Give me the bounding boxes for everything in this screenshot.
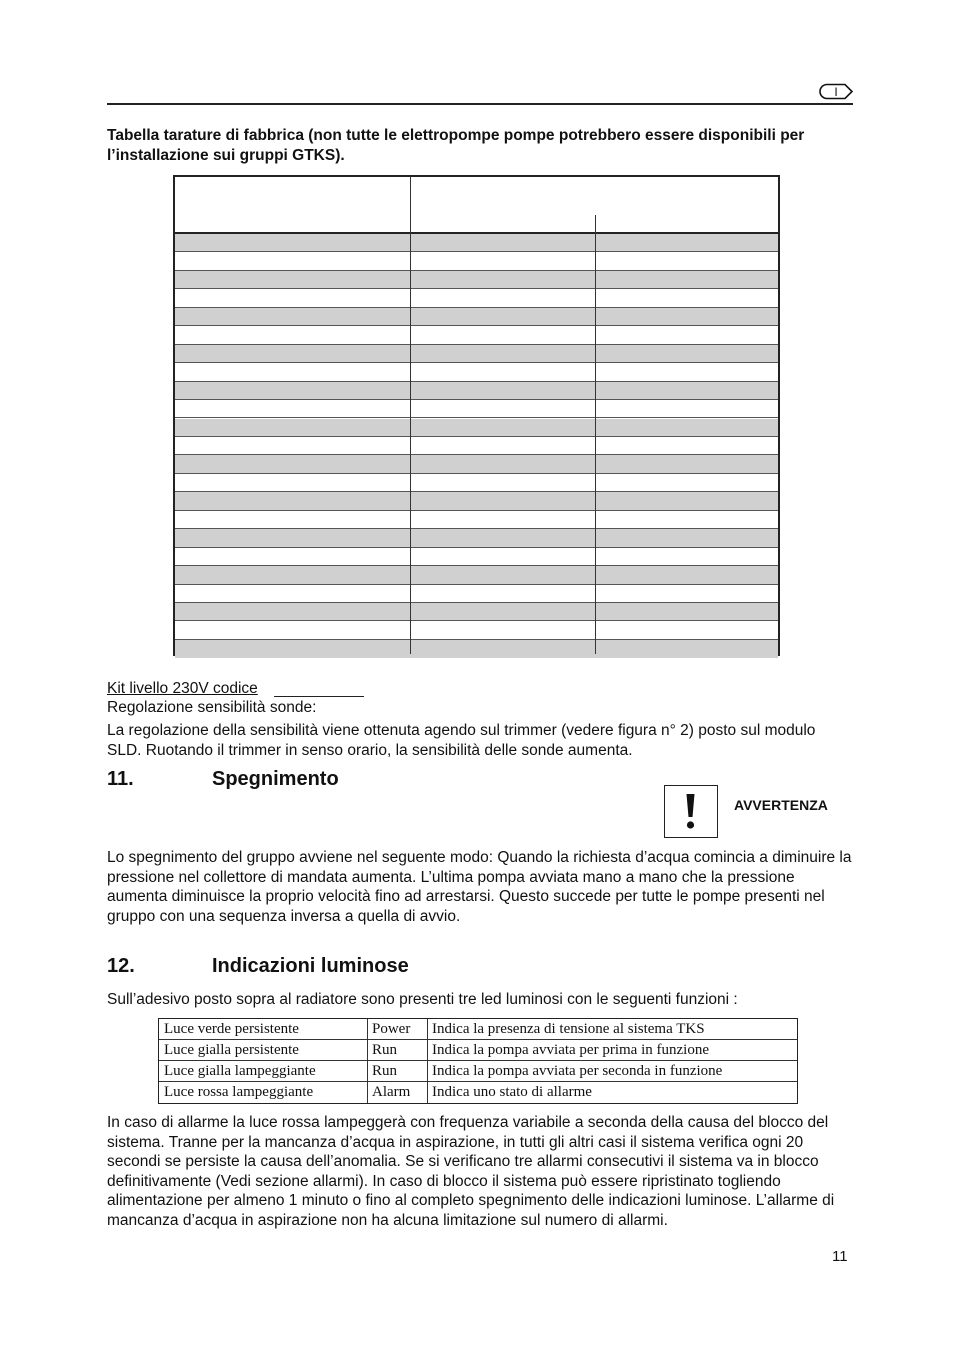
calibration-table-row [175,640,778,658]
led-meaning-cell: Indica uno stato di allarme [432,1084,592,1100]
led-state-cell: Alarm [372,1084,411,1100]
section-12-title: Indicazioni luminose [212,955,409,977]
calibration-table-title: Tabella tarature di fabbrica (non tutte le elettropompe pompe potrebbero essere disponibili per l’installazione sui gruppi GTKS). [107,127,805,164]
calibration-table-row [175,382,778,400]
calibration-table-row [175,603,778,621]
led-table-row [159,1082,797,1103]
calibration-table-row [175,252,778,270]
led-meaning-cell: Indica la pompa avviata per prima in funzione [432,1042,709,1058]
led-table-row [159,1061,797,1082]
calibration-table-row [175,566,778,584]
warning-label: AVVERTENZA [734,797,828,813]
kit-code-blank [274,696,364,697]
calibration-table-row [175,492,778,510]
led-table-row [159,1019,797,1040]
language-badge-label: I [834,85,838,99]
calibration-table-row [175,289,778,307]
calibration-table-row [175,234,778,252]
calibration-table-row [175,511,778,529]
calibration-table-row [175,363,778,381]
section-12-intro: Sull’adesivo posto sopra al radiatore sono presenti tre led luminosi con le seguenti funzioni : [107,991,738,1008]
led-table-row [159,1040,797,1061]
section-11-number: 11. [107,768,134,790]
warning-box [664,785,718,838]
led-state-cell: Run [372,1063,398,1079]
led-light-cell: Luce verde persistente [164,1021,299,1037]
exclamation-icon [665,786,716,836]
calibration-table-header [175,177,778,234]
section-11-paragraph: Lo spegnimento del gruppo avviene nel seguente modo: Quando la richiesta d’acqua comincia a diminuire la pressione nel collettore di mandata aumenta. L’ultima pompa avviata mano a mano che la pressione aumenta diminuisce la proprio velocità fino ad arrestarsi. Questo succede per tutte le pompe presenti nel gruppo con una sequenza inversa a quella di avvio. [107,849,852,925]
page-number: 11 [832,1248,848,1265]
calibration-table-row [175,345,778,363]
kit-paragraph: La regolazione della sensibilità viene ottenuta agendo sul trimmer (vedere figura n° 2) posto sul modulo SLD. Ruotando il trimmer in senso orario, la sensibilità delle sonde aumenta. [107,722,816,759]
led-table [158,1018,798,1104]
led-light-cell: Luce gialla lampeggiante [164,1063,316,1079]
calibration-table-row [175,621,778,639]
section-12-number: 12. [107,955,135,977]
led-state-cell: Run [372,1042,398,1058]
calibration-table-row [175,400,778,418]
led-light-cell: Luce gialla persistente [164,1042,299,1058]
calibration-table-row [175,419,778,437]
calibration-table [173,175,780,656]
calibration-table-row [175,548,778,566]
calibration-table-row [175,437,778,455]
calibration-table-row [175,271,778,289]
section-12-paragraph: In caso di allarme la luce rossa lampeggerà con frequenza variabile a seconda della causa del blocco del sistema. Tranne per la mancanza d’acqua in aspirazione, in tutti gli altri casi il sistema verifica ogni 20 secondi se persiste la causa dell’anomalia. Se si verificano tre allarmi consecutivi il sistema va in blocco definitivamente (Vedi sezione allarmi). In caso di blocco il sistema può essere ripristinato togliendo alimentazione per almeno 1 minuto o fino al completo spegnimento delle indicazioni luminose. L’allarme di mancanza d’acqua in aspirazione non ha alcuna limitazione sul numero di allarmi. [107,1114,835,1229]
calibration-table-row [175,585,778,603]
kit-title: Kit livello 230V codice [107,680,258,697]
section-11-title: Spegnimento [212,768,339,790]
calibration-table-row [175,529,778,547]
kit-subtitle: Regolazione sensibilità sonde: [107,699,317,716]
calibration-column-divider [595,215,596,654]
calibration-table-row [175,326,778,344]
led-meaning-cell: Indica la pompa avviata per seconda in funzione [432,1063,723,1079]
language-badge [818,83,854,100]
led-meaning-cell: Indica la presenza di tensione al sistema TKS [432,1021,705,1037]
calibration-table-row [175,474,778,492]
calibration-table-row [175,308,778,326]
calibration-table-row [175,455,778,473]
calibration-column-divider [410,177,411,654]
led-state-cell: Power [372,1021,411,1037]
header-rule [107,103,853,105]
led-light-cell: Luce rossa lampeggiante [164,1084,314,1100]
